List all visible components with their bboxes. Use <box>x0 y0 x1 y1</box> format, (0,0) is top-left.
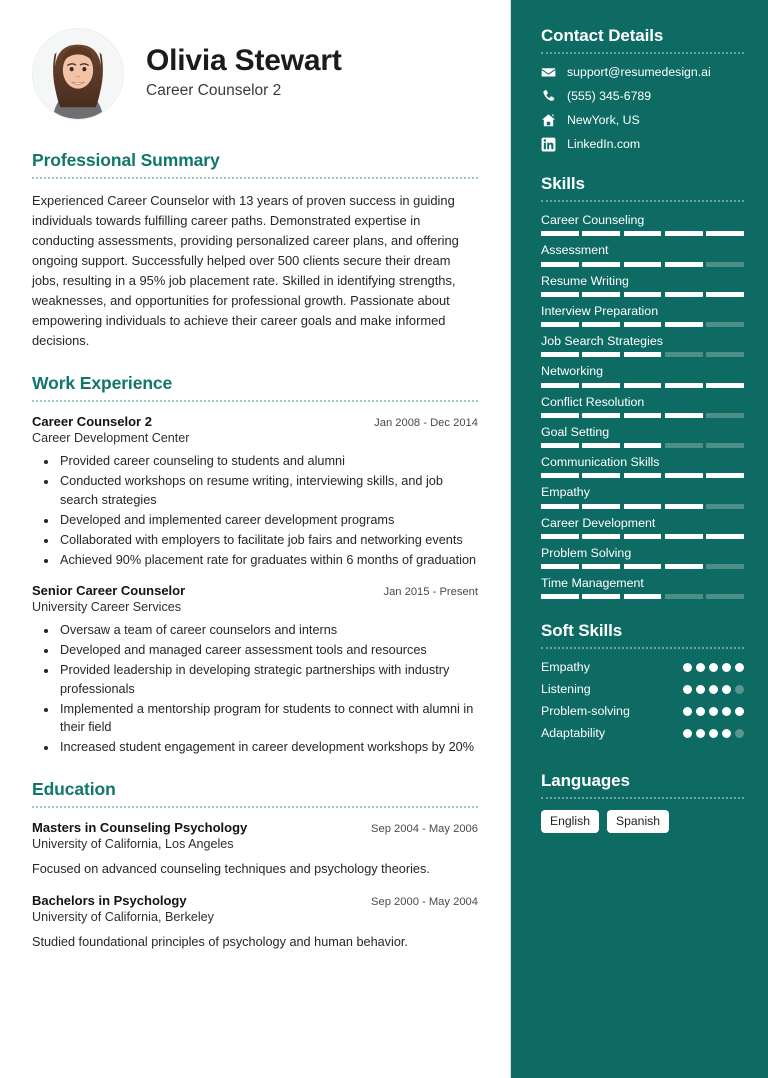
work-bullet: • Developed and managed career assessment tools and resources <box>58 641 478 660</box>
skills-list <box>541 213 744 599</box>
skill-label: Time Management <box>541 576 644 591</box>
skill-label: Interview Preparation <box>541 303 659 318</box>
work-entry-header <box>32 414 478 429</box>
skill-segment <box>624 383 662 388</box>
avatar <box>32 28 124 120</box>
skill-label: Communication Skills <box>541 455 660 470</box>
education-description: Studied foundational principles of psychology and human behavior. <box>32 934 408 949</box>
soft-skill-rating <box>683 685 744 694</box>
skill-segment <box>706 352 744 357</box>
work-bullet: • Increased student engagement in career development workshops by 20% <box>58 738 478 757</box>
skill-segment <box>541 473 579 478</box>
contact-value: support@resumedesign.ai <box>567 65 711 80</box>
work-entry-header <box>32 583 478 598</box>
section-heading-summary: Professional Summary <box>32 150 220 170</box>
page-title: Olivia Stewart <box>146 43 342 77</box>
work-bullet: • Oversaw a team of career counselors and interns <box>58 621 478 640</box>
contact-value: (555) 345-6789 <box>567 89 652 104</box>
work-bullet-list <box>32 452 478 569</box>
divider <box>32 806 478 808</box>
language-tag[interactable]: Spanish <box>607 810 669 833</box>
skill-row <box>541 364 744 387</box>
skill-row <box>541 425 744 448</box>
resume-header <box>32 28 478 120</box>
skill-segment <box>706 504 744 509</box>
skill-segment <box>665 594 703 599</box>
skill-segment <box>665 352 703 357</box>
skill-segment <box>541 292 579 297</box>
skill-segment <box>706 594 744 599</box>
skill-segment <box>706 383 744 388</box>
skill-segment <box>582 504 620 509</box>
section-heading-languages: Languages <box>541 770 630 790</box>
skill-segment <box>624 534 662 539</box>
skill-segment <box>624 231 662 236</box>
skill-segment <box>541 594 579 599</box>
skill-segment <box>582 473 620 478</box>
work-bullet: • Collaborated with employers to facilitate job fairs and networking events <box>58 531 478 550</box>
skill-label: Conflict Resolution <box>541 394 645 409</box>
skill-segment <box>582 262 620 267</box>
education-date: Sep 2004 - May 2006 <box>371 822 478 835</box>
soft-skill-dot <box>709 729 718 738</box>
skill-level-bar <box>541 443 744 448</box>
skill-segment <box>706 292 744 297</box>
soft-skill-dot <box>722 729 731 738</box>
skill-segment <box>582 383 620 388</box>
skill-segment <box>624 504 662 509</box>
section-contact-details <box>541 26 744 152</box>
soft-skill-dot <box>683 707 692 716</box>
job-title: Career Counselor 2 <box>146 82 282 100</box>
skill-level-bar <box>541 322 744 327</box>
skill-segment <box>624 443 662 448</box>
skill-segment <box>706 413 744 418</box>
skill-level-bar <box>541 564 744 569</box>
skill-segment <box>582 443 620 448</box>
soft-skill-dot <box>696 729 705 738</box>
skill-level-bar <box>541 534 744 539</box>
work-bullet: • Developed and implemented career development programs <box>58 511 478 530</box>
skill-row <box>541 516 744 539</box>
skill-segment <box>582 231 620 236</box>
section-work-experience <box>32 373 478 757</box>
education-school: University of California, Berkeley <box>32 909 214 924</box>
section-education <box>32 779 478 952</box>
skill-segment <box>706 262 744 267</box>
work-organization: University Career Services <box>32 600 182 615</box>
skill-segment <box>541 413 579 418</box>
work-bullet: • Implemented a mentorship program for students to connect with alumni in their field <box>58 700 478 737</box>
skill-segment <box>665 504 703 509</box>
skill-segment <box>706 443 744 448</box>
skill-level-bar <box>541 383 744 388</box>
skill-segment <box>582 413 620 418</box>
skill-row <box>541 455 744 478</box>
education-degree: Bachelors in Psychology <box>32 892 187 908</box>
skill-segment <box>582 534 620 539</box>
skill-segment <box>706 534 744 539</box>
skill-label: Problem Solving <box>541 545 632 560</box>
skill-level-bar <box>541 352 744 357</box>
name-block <box>146 44 342 105</box>
skill-level-bar <box>541 594 744 599</box>
skill-segment <box>665 564 703 569</box>
work-bullet-list <box>32 621 478 757</box>
summary-text: Experienced Career Counselor with 13 years of proven success in guiding individuals towards fulfilling career paths. Demonstrated expertise in conducting assessments, providing personalized career plans, and offering ongoing support. Successfully helped over 500 clients secure their dream jobs, resulting in a 95% job placement rate. Skilled in identifying strengths, weaknesses, and opportunities for professional growth. Passionate about empowering individuals to achieve their career goals and make informed decisions. <box>32 193 459 348</box>
skill-segment <box>706 322 744 327</box>
section-heading-contact: Contact Details <box>541 26 664 45</box>
contact-value: NewYork, US <box>567 113 640 128</box>
skill-level-bar <box>541 262 744 267</box>
divider <box>541 52 744 54</box>
skill-segment <box>541 231 579 236</box>
skill-label: Career Counseling <box>541 213 645 227</box>
skill-segment <box>582 352 620 357</box>
work-role: Career Counselor 2 <box>32 414 152 429</box>
skill-label: Networking <box>541 364 603 379</box>
soft-skill-dot <box>683 729 692 738</box>
soft-skill-dot <box>683 663 692 672</box>
soft-skill-dot <box>683 685 692 694</box>
skill-row <box>541 243 744 266</box>
soft-skill-row <box>541 726 744 741</box>
skill-segment <box>706 473 744 478</box>
skill-segment <box>582 322 620 327</box>
divider <box>32 177 478 179</box>
divider <box>32 400 478 402</box>
skill-level-bar <box>541 292 744 297</box>
skill-label: Empathy <box>541 485 590 500</box>
divider <box>541 200 744 202</box>
skill-segment <box>665 534 703 539</box>
soft-skill-label: Listening <box>541 682 591 697</box>
skill-segment <box>706 564 744 569</box>
skill-segment <box>624 564 662 569</box>
contact-list <box>541 65 744 152</box>
soft-skill-dot <box>709 685 718 694</box>
skill-label: Resume Writing <box>541 273 629 288</box>
work-entry <box>32 583 478 757</box>
language-tag[interactable]: English <box>541 810 599 833</box>
soft-skill-row <box>541 704 744 719</box>
soft-skill-dot <box>696 663 705 672</box>
skill-segment <box>624 292 662 297</box>
skill-segment <box>665 262 703 267</box>
contact-item[interactable] <box>541 65 744 80</box>
skill-segment <box>541 443 579 448</box>
divider <box>541 647 744 649</box>
skill-level-bar <box>541 413 744 418</box>
skill-segment <box>665 473 703 478</box>
contact-item[interactable] <box>541 113 744 128</box>
contact-value: LinkedIn.com <box>567 137 641 152</box>
home-icon <box>541 113 556 128</box>
skill-segment <box>582 594 620 599</box>
education-degree: Masters in Counseling Psychology <box>32 819 248 835</box>
work-bullet: • Achieved 90% placement rate for graduates within 6 months of graduation <box>58 551 478 570</box>
skill-row <box>541 485 744 508</box>
skill-segment <box>624 352 662 357</box>
skill-segment <box>706 231 744 236</box>
skill-level-bar <box>541 231 744 236</box>
skill-segment <box>582 564 620 569</box>
soft-skill-dot <box>735 663 744 672</box>
work-date: Jan 2008 - Dec 2014 <box>374 417 478 429</box>
soft-skill-dot <box>735 707 744 716</box>
phone-icon <box>541 89 556 104</box>
soft-skill-dot <box>709 663 718 672</box>
soft-skill-dot <box>735 685 744 694</box>
section-soft-skills <box>541 621 744 741</box>
soft-skill-label: Adaptability <box>541 726 606 741</box>
soft-skill-row <box>541 682 744 697</box>
skill-segment <box>541 383 579 388</box>
soft-skill-dot <box>709 707 718 716</box>
skill-segment <box>665 292 703 297</box>
soft-skill-label: Empathy <box>541 660 590 675</box>
soft-skill-dot <box>722 663 731 672</box>
skill-segment <box>665 231 703 236</box>
skill-row <box>541 274 744 297</box>
soft-skills-list <box>541 660 744 741</box>
section-professional-summary <box>32 150 478 351</box>
skill-segment <box>665 413 703 418</box>
skill-segment <box>624 322 662 327</box>
skill-label: Job Search Strategies <box>541 334 663 349</box>
education-entry-list <box>32 820 478 952</box>
work-bullet: • Provided leadership in developing strategic partnerships with industry professionals <box>58 661 478 698</box>
skill-row <box>541 213 744 236</box>
divider <box>541 797 744 799</box>
skill-segment <box>624 594 662 599</box>
skill-label: Goal Setting <box>541 424 610 439</box>
skill-label: Assessment <box>541 243 609 258</box>
skill-segment <box>624 473 662 478</box>
skill-segment <box>624 262 662 267</box>
skill-row <box>541 576 744 599</box>
section-languages <box>541 771 744 833</box>
work-organization: Career Development Center <box>32 431 190 445</box>
envelope-icon <box>541 65 556 80</box>
contact-item[interactable] <box>541 137 744 152</box>
skill-segment <box>541 534 579 539</box>
soft-skill-label: Problem-solving <box>541 704 630 719</box>
skill-segment <box>541 564 579 569</box>
skill-segment <box>582 292 620 297</box>
section-heading-work: Work Experience <box>32 373 173 393</box>
skill-level-bar <box>541 473 744 478</box>
profile-photo-illustration <box>33 29 123 119</box>
sidebar <box>510 0 768 1078</box>
education-entry-header <box>32 893 478 908</box>
skill-row <box>541 304 744 327</box>
soft-skill-rating <box>683 729 744 738</box>
skill-segment <box>541 322 579 327</box>
work-bullet: • Provided career counseling to students and alumni <box>58 452 478 471</box>
soft-skill-dot <box>722 707 731 716</box>
education-entry <box>32 820 478 879</box>
soft-skill-rating <box>683 707 744 716</box>
skill-segment <box>665 322 703 327</box>
skill-segment <box>541 262 579 267</box>
section-heading-education: Education <box>32 778 116 799</box>
education-entry-header <box>32 820 478 835</box>
soft-skill-rating <box>683 663 744 672</box>
work-bullet: • Conducted workshops on resume writing, interviewing skills, and job search strategies <box>58 472 478 509</box>
education-date: Sep 2000 - May 2004 <box>371 895 478 908</box>
skill-segment <box>665 443 703 448</box>
soft-skill-row <box>541 660 744 675</box>
skill-row <box>541 395 744 418</box>
soft-skill-dot <box>696 707 705 716</box>
soft-skill-dot <box>722 685 731 694</box>
section-heading-skills: Skills <box>541 174 585 193</box>
skill-level-bar <box>541 504 744 509</box>
skill-label: Career Development <box>541 515 656 530</box>
work-date: Jan 2015 - Present <box>383 586 478 599</box>
skill-row <box>541 546 744 569</box>
education-school: University of California, Los Angeles <box>32 836 234 851</box>
language-tag-list <box>541 810 744 833</box>
soft-skill-dot <box>696 685 705 694</box>
skill-segment <box>541 504 579 509</box>
education-entry <box>32 893 478 952</box>
section-heading-soft-skills: Soft Skills <box>541 621 623 641</box>
education-description: Focused on advanced counseling techniques and psychology theories. <box>32 861 430 876</box>
contact-item[interactable] <box>541 89 744 104</box>
skill-segment <box>624 413 662 418</box>
work-entry <box>32 414 478 569</box>
work-entry-list <box>32 414 478 757</box>
linkedin-icon <box>541 137 556 152</box>
skill-segment <box>665 383 703 388</box>
skill-row <box>541 334 744 357</box>
work-role: Senior Career Counselor <box>32 583 186 599</box>
soft-skill-dot <box>735 729 744 738</box>
section-skills <box>541 174 744 599</box>
skill-segment <box>541 352 579 357</box>
